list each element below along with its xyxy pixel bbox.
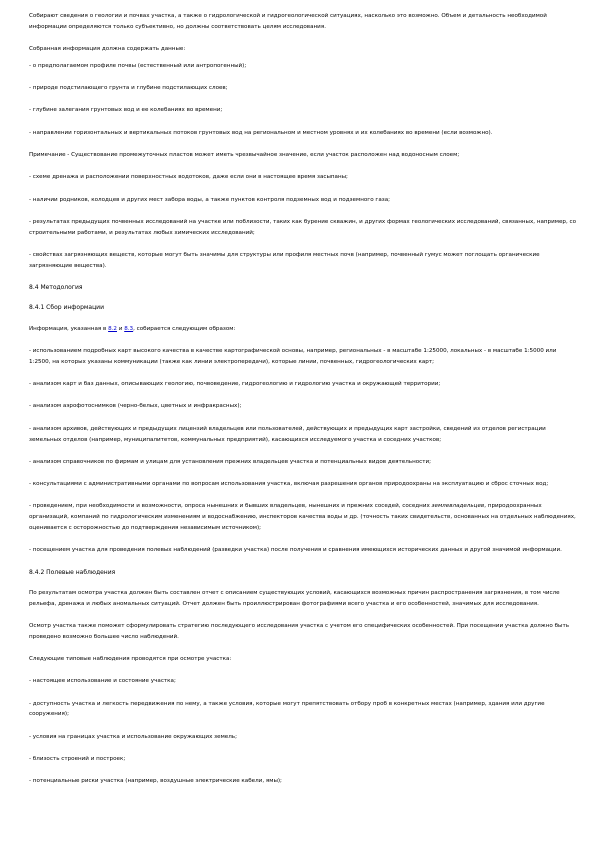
collection-item-6: - консультациями с административными органами по вопросам использования участка, включая разрешения органов природоохраны на эксплуатацию и сброс сточных вод; (29, 481, 549, 488)
collection-item-1: - использованием подробных карт высокого качества в качестве картографической основы, например, региональных - в масштабе 1:25000, локальных - в масштабе 1:5000 или 1:2500, на которых указаны коммуникации (также как линии электропередачи), которые линии, почвенных, гидрогеологических карт; (29, 348, 557, 365)
field-paragraph-1: По результатам осмотра участка должен быть составлен отчет с описанием существующих условий, касающихся возможных причин распространения загрязнения, в том числе рельефа, дренажа и любых аномальных ситуаций. Отчет должен быть проиллюстрирован фотографиями всего участка и его особенностей, значимых для исследования. (29, 589, 560, 607)
field-item-5: - потенциальные риски участка (например, воздушные электрические кабели, ямы); (29, 778, 282, 785)
subsection-title-field: 8.4.2 Полевые наблюдения (29, 568, 116, 576)
field-item-4: - близость строений и построек; (29, 756, 126, 763)
intro-paragraph: Собирают сведения о геологии и почвах участка, а также о гидрологической и гидрогеологической ситуациях, насколько это возможно. Объем и детальность необходимой информации определяются только субъективно, но должны соответствовать целям исследования. (29, 13, 547, 30)
collected-lead: Собранная информация должна содержать данные: (29, 46, 186, 53)
collection-lead (29, 324, 577, 335)
collection-lead-and: и (117, 325, 125, 332)
collection-lead-before: Информация, указанная в (29, 325, 109, 332)
collection-lead-after: , собирается следующим образом: (133, 325, 236, 332)
interview-before: - проведением, при необходимости и возможности, опроса нынешних и бывших владельцев, нынешних и прежних соседей, соседних (29, 503, 432, 510)
link-8-2[interactable]: 8.2 (108, 325, 117, 332)
subsection-title-collection: 8.4.1 Сбор информации (29, 304, 104, 312)
interview-emphasis: землевладельцев (431, 503, 485, 510)
collection-item-3: - анализом аэрофотоснимков (черно-белых, цветных и инфракрасных); (29, 403, 242, 410)
more-item-4: - свойствах загрязняющих веществ, которые могут быть значимы для структуры или профиля местных почв (например, почвенный гумус может поглощать органические загрязняющие вещества). (29, 252, 540, 269)
link-8-3[interactable]: 8.3 (124, 325, 134, 332)
collected-item-1: - о предполагаемом профиле почвы (естественный или антропогенный); (29, 62, 247, 69)
field-lead: Следующие типовые наблюдения проводятся при осмотре участка: (29, 656, 232, 663)
more-item-1: - схеме дренажа и расположении поверхностных водотоков, даже если они в настоящее время засыпаны; (29, 174, 348, 181)
field-item-2: - доступность участка и легкость передвижения по нему, а также условия, которые могут препятствовать отбору проб в конкретных местах (например, здания или другие сооружения); (29, 700, 545, 718)
interview-after: , природоохранных организаций, компаний по гидрологическим изменениям и водоснабжению, инспекторов качества воды и др. (точность таких свидетельств, основанных на отдельных наблюдениях, оценивается с осторожностью до подтверждения независимым источником); (29, 503, 576, 532)
more-item-2: - наличии родников, колодцев и других мест забора воды, а также пунктов контроля подземных вод и подземного газа; (29, 196, 391, 203)
more-item-3: - результатах предыдущих почвенных исследований на участке или поблизости, таких как бурение скважин, и других формах геологических исследований, связанных, например, со строительными работами, и результатах любых химических исследований; (29, 218, 577, 236)
visit-item: - посещением участка для проведения полевых наблюдений (разведки участка) после получения и сравнения имеющихся исторических данных и другой значимой информации. (29, 547, 562, 554)
collection-item-5: - анализом справочников по фирмам и улицам для установления прежних владельцев участка и потенциальных видов деятельности; (29, 458, 432, 465)
collected-item-2: - природе подстилающего грунта и глубине подстилающих слоев; (29, 85, 228, 92)
field-item-1: - настоящее использование и состояние участка; (29, 678, 176, 685)
note-paragraph: Примечание - Существование промежуточных пластов может иметь чрезвычайное значение, если участок расположен над водоносным слоем; (29, 152, 460, 159)
collected-item-4: - направлении горизонтальных и вертикальных потоков грунтовых вод на региональном и местном уровнях и их колебаниях во времени (если возможно). (29, 129, 493, 136)
collection-item-4: - анализом архивов, действующих и предыдущих лицензий владельцев или пользователей, действующих и предыдущих карт застройки, сведений из отделов регистрации земельных отделов (например, муниципалитетов, коммунальных предприятий), касающихся исследуемого участка и соседних участков; (29, 425, 546, 443)
field-item-3: - условия на границах участка и использование окружающих земель; (29, 733, 237, 740)
collected-item-3: - глубине залегания грунтовых вод и ее колебаниях во времени; (29, 107, 223, 114)
field-paragraph-2: Осмотр участка также поможет сформулировать стратегию последующего исследования участка с учетом его специфических особенностей. При посещении участка должно быть проведено возможно большее число наблюдений. (29, 623, 570, 640)
interview-item (29, 501, 577, 533)
collection-item-2: - анализом карт и баз данных, описывающих геологию, почвоведение, гидрогеологию и гидрологию участка и окружающей территории; (29, 381, 441, 388)
section-title: 8.4 Методология (29, 284, 83, 292)
